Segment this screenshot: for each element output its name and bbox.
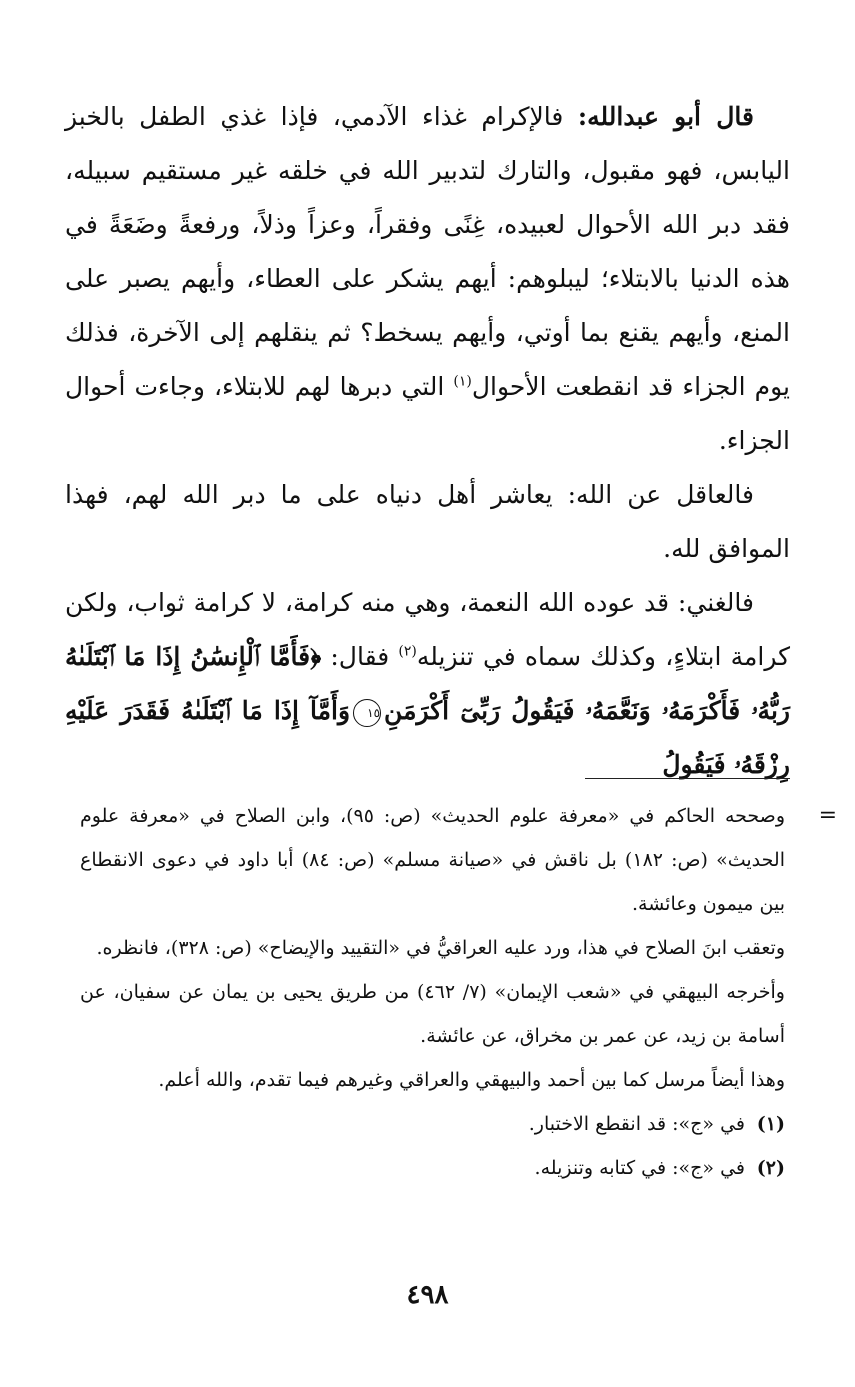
footnote-1-number: (١) bbox=[756, 1113, 785, 1135]
footnote-continuation-2 bbox=[80, 926, 785, 970]
footnotes-section bbox=[80, 794, 837, 1190]
paragraph-1-text-a: فالإكرام غذاء الآدمي، فإذا غذي الطفل بالخبز اليابس، فهو مقبول، والتارك لتدبير الله في خلقه غير مستقيم سبيله، فقد دبر الله الأحوال لعبيده، غِنًى وفقراً، وعزاً وذلاً، ورفعةً وضَعَةً في هذه الدنيا بالابتلاء؛ ليبلوهم: أيهم يشكر على العطاء، وأيهم يصبر على المنع، وأيهم يقنع بما أوتي، وأيهم يسخط؟ ثم ينقلهم إلى الآخرة، فذلك يوم الجزاء قد انقطعت الأحوال bbox=[65, 102, 790, 401]
paragraph-3-text-b: فقال: bbox=[321, 642, 399, 671]
footnote-divider bbox=[585, 778, 790, 779]
footnote-1-text: في «ج»: قد انقطع الاختبار. bbox=[528, 1113, 745, 1135]
quran-verse-a: ﴿فَأَمَّا ٱلْإِنسَٰنُ إِذَا مَا ٱبْتَلَىٰهُ رَبُّهُۥ فَأَكْرَمَهُۥ وَنَعَّمَهُۥ فَيَقُولُ رَبِّىٓ أَكْرَمَنِ bbox=[65, 642, 790, 725]
footnote-continuation-4-text: وهذا أيضاً مرسل كما بين أحمد والبيهقي والعراقي وغيرهم فيما تقدم، والله أعلم. bbox=[158, 1069, 785, 1091]
paragraph-1-text-b: التي دبرها لهم للابتلاء، وجاءت أحوال الجزاء. bbox=[65, 372, 790, 455]
paragraph-3 bbox=[65, 576, 790, 792]
footnote-continuation-3 bbox=[80, 970, 785, 1058]
quran-verse-b: وَأَمَّآ إِذَا مَا ٱبْتَلَىٰهُ فَقَدَرَ عَلَيْهِ رِزْقَهُۥ فَيَقُولُ bbox=[65, 696, 790, 779]
footnote-continuation-1 bbox=[80, 794, 837, 926]
paragraph-1 bbox=[65, 90, 790, 468]
ayah-number-marker: ١٥ bbox=[353, 699, 381, 727]
footnote-2 bbox=[80, 1146, 785, 1190]
footnote-continuation-1-text: وصححه الحاكم في «معرفة علوم الحديث» (ص: ٩٥)، وابن الصلاح في «معرفة علوم الحديث» (ص: ١٨٢) بل ناقش في «صيانة مسلم» (ص: ٨٤) أبا داود في دعوى الانقطاع بين ميمون وعائشة. bbox=[80, 805, 785, 915]
footnote-ref-1: (١) bbox=[453, 373, 472, 390]
footnote-2-number: (٢) bbox=[756, 1157, 785, 1179]
paragraph-2 bbox=[65, 468, 790, 576]
footnote-1 bbox=[80, 1102, 785, 1146]
footnote-ref-2: (٢) bbox=[398, 643, 417, 660]
footnote-continuation-3-text: وأخرجه البيهقي في «شعب الإيمان» (٧/ ٤٦٢) من طريق يحيى بن يمان عن سفيان، عن أسامة بن زيد، عن عمر بن مخراق، عن عائشة. bbox=[80, 981, 785, 1047]
page-number: ٤٩٨ bbox=[406, 1280, 449, 1310]
paragraph-2-text: فالعاقل عن الله: يعاشر أهل دنياه على ما دبر الله لهم، فهذا الموافق لله. bbox=[65, 480, 790, 563]
main-text bbox=[65, 90, 790, 792]
speaker-label: قال أبو عبدالله: bbox=[577, 102, 754, 131]
footnote-continuation-4 bbox=[80, 1058, 785, 1102]
footnote-2-text: في «ج»: في كتابه وتنزيله. bbox=[534, 1157, 745, 1179]
paragraph-3-text-a: فالغني: قد عوده الله النعمة، وهي منه كرامة، لا كرامة ثواب، ولكن كرامة ابتلاءٍ، وكذلك سماه في تنزيله bbox=[65, 588, 791, 671]
footnote-continuation-2-text: وتعقب ابنَ الصلاح في هذا، ورد عليه العراقيُّ في «التقييد والإيضاح» (ص: ٣٢٨)، فانظره. bbox=[96, 937, 785, 959]
continuation-marker: = bbox=[818, 803, 837, 828]
